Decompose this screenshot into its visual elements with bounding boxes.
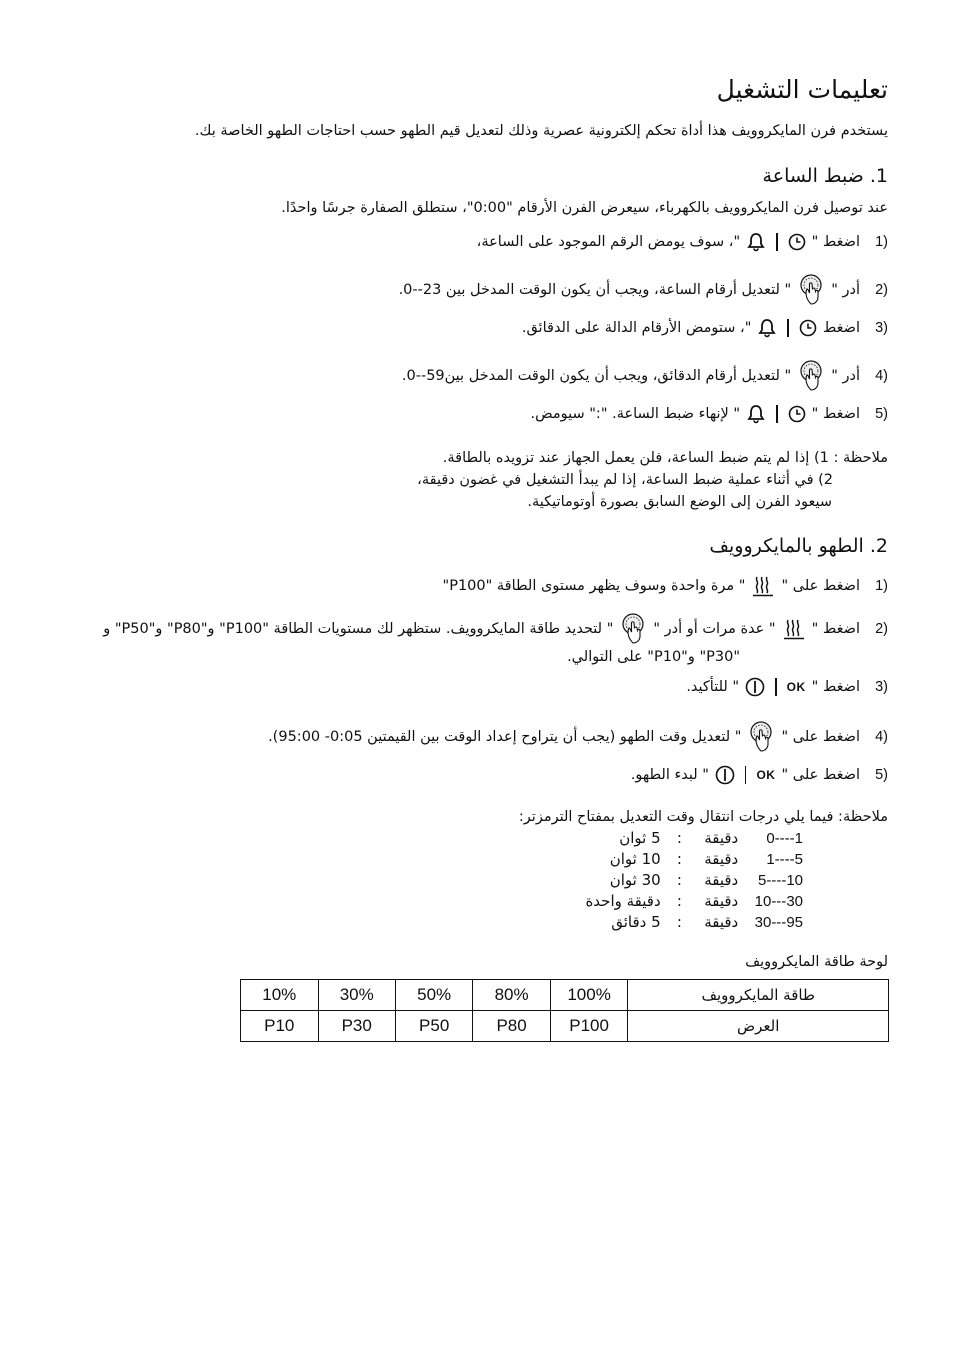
s2-step-2-continued: "P30" و"P10" على التوالي. <box>567 649 740 665</box>
power-icon <box>745 677 765 697</box>
intro-text: يستخدم فرن المايكروويف هذا أداة تحكم إلكترونية عصرية وذلك لتعديل قيم الطهو حسب احتاجات الطهو الخاصة بك. <box>194 123 888 139</box>
increment-row: 30---10 دقيقة : دقيقة واحدة <box>585 892 803 910</box>
section1-intro: عند توصيل فرن المايكروويف بالكهرباء، سيعرض الفرن الأرقام "0:00"، ستطلق الصفارة جرسًا واحدًا. <box>281 200 888 216</box>
microwave-icon <box>782 618 806 640</box>
s1-step-3: (3 اضغط "، ستومض الأرقام الدالة على الدقائق. <box>521 320 888 336</box>
table-cell: P100 <box>550 1011 628 1042</box>
clock-icon <box>788 233 806 251</box>
increment-row: 5----1 دقيقة : 10 ثوان <box>609 850 803 868</box>
separator <box>745 766 747 784</box>
power-icon <box>715 765 735 785</box>
s1-note-line-3: سيعود الفرن إلى الوضع السابق بصورة أوتوماتيكية. <box>527 494 832 510</box>
table-row <box>241 980 889 1011</box>
s2-step-3: (3 اضغط " OK " للتأكيد. <box>686 679 888 695</box>
s1-note-line-2: 2) في أثناء عملية ضبط الساعة، إذا لم يبدأ التشغيل في غضون دقيقة، <box>417 472 833 488</box>
page-title: تعليمات التشغيل <box>716 75 888 104</box>
table-cell: 100% <box>550 980 628 1011</box>
knob-icon <box>747 720 775 754</box>
table-cell: 10% <box>241 980 319 1011</box>
separator <box>787 319 789 337</box>
table-row <box>241 1011 889 1042</box>
ok-icon: OK <box>756 768 776 782</box>
increment-row: 1----0 دقيقة : 5 ثوان <box>619 829 803 847</box>
increment-row: 10----5 دقيقة : 30 ثوان <box>609 871 803 889</box>
section2-heading: 2. الطهو بالمايكروويف <box>709 535 888 557</box>
s2-step-2: (2 اضغط " " عدة مرات أو أدر " " لتحديد طاقة المايكروويف. ستظهر لك مستويات الطاقة "P100" و"P80" و"P50" و <box>103 612 888 646</box>
s1-step-1: (1 اضغط " "، سوف يومض الرقم الموجود على الساعة، <box>476 234 888 250</box>
knob-icon <box>797 359 825 393</box>
bell-icon <box>746 404 766 424</box>
table-cell: P30 <box>318 1011 395 1042</box>
increment-row: 95---30 دقيقة : 5 دقائق <box>611 913 803 931</box>
table-cell: طاقة المايكروويف <box>628 980 889 1011</box>
s1-step-2: (2 أدر " " لتعديل أرقام الساعة، ويجب أن يكون الوقت المدخل بين 23--0. <box>399 273 888 307</box>
clock-icon <box>788 405 806 423</box>
power-table <box>240 979 889 1042</box>
knob-icon <box>797 273 825 307</box>
table-cell: P10 <box>241 1011 319 1042</box>
section1-heading: 1. ضبط الساعة <box>762 165 888 187</box>
table-cell: 50% <box>395 980 472 1011</box>
clock-icon <box>799 319 817 337</box>
table-cell: العرض <box>628 1011 889 1042</box>
table-cell: P50 <box>395 1011 472 1042</box>
table-cell: 80% <box>473 980 550 1011</box>
microwave-icon <box>751 575 775 597</box>
knob-icon <box>619 612 647 646</box>
s1-step-5: (5 اضغط " " لإنهاء ضبط الساعة. ":" سيومض. <box>530 406 888 422</box>
s2-step-4: (4 اضغط على " " لتعديل وقت الطهو (يجب أن يتراوح إعداد الوقت بين القيمتين 0:05- 95:00). <box>268 720 888 754</box>
separator <box>776 233 778 251</box>
table-cell: P80 <box>473 1011 550 1042</box>
s2-step-5: (5 اضغط على " OK " لبدء الطهو. <box>630 767 888 783</box>
table-cell: 30% <box>318 980 395 1011</box>
bell-icon <box>757 318 777 338</box>
step-number: (1 <box>875 234 888 250</box>
s2-step-1: (1 اضغط على " " مرة واحدة وسوف يظهر مستوى الطاقة "P100" <box>443 575 888 597</box>
separator <box>775 678 777 696</box>
s1-note-line-1: ملاحظة : 1) إذا لم يتم ضبط الساعة، فلن يعمل الجهاز عند تزويده بالطاقة. <box>442 450 888 466</box>
bell-icon <box>746 232 766 252</box>
separator <box>776 405 778 423</box>
ok-icon: OK <box>786 680 806 694</box>
power-table-title: لوحة طاقة المايكروويف <box>745 954 888 970</box>
s2-note-intro: ملاحظة: فيما يلي درجات انتقال وقت التعديل بمفتاح الترمزتر: <box>518 809 888 825</box>
s1-step-4: (4 أدر " " لتعديل أرقام الدقائق، ويجب أن يكون الوقت المدخل بين59--0. <box>402 359 888 393</box>
